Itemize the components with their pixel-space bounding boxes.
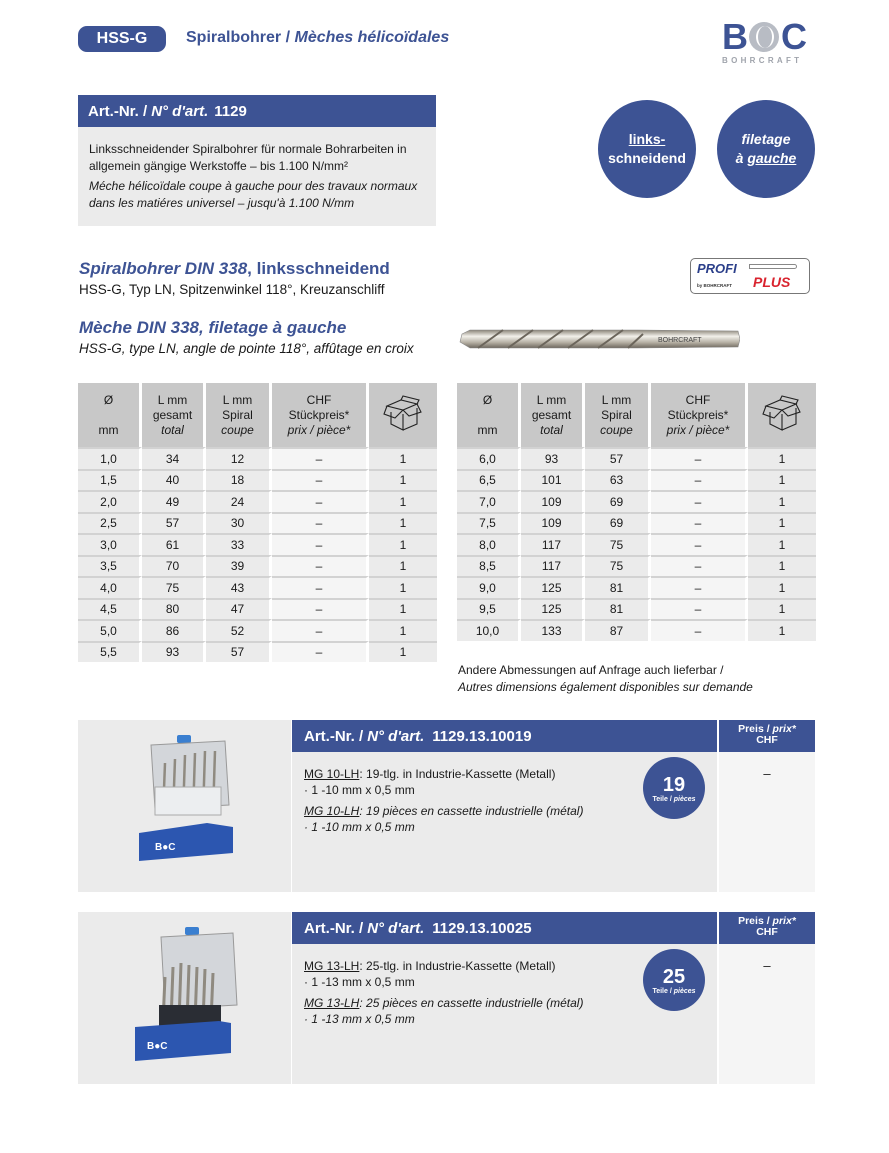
title-separator: /	[281, 29, 295, 46]
cell-pack-qty: 1	[748, 447, 816, 469]
profi-by-text: by BOHRCRAFT	[697, 283, 732, 288]
bohrcraft-logo	[722, 18, 822, 68]
article-number: 1129	[214, 102, 247, 120]
cell-pack-qty: 1	[369, 533, 437, 555]
cell-unit-price: –	[272, 576, 369, 598]
cell-spiral-length: 87	[585, 619, 651, 641]
table-row	[78, 619, 437, 641]
cell-diameter: 6,0	[457, 447, 521, 469]
svg-text:B●C: B●C	[155, 842, 176, 853]
article-description-de: Linksschneidender Spiralbohrer für normale Bohrarbeiten in allgemein gängige Werkstoffe – bis 1.100 N/mm²	[89, 142, 407, 173]
cell-pack-qty: 1	[369, 512, 437, 534]
article-label-de: Art.-Nr. /	[88, 102, 148, 120]
cell-pack-qty: 1	[369, 598, 437, 620]
cell-diameter: 3,0	[78, 533, 142, 555]
drill-bit-image	[458, 326, 740, 352]
table-row	[457, 469, 816, 491]
col-pack-qty	[369, 383, 437, 447]
pieces-count-badge	[643, 949, 705, 1011]
article-info-box	[78, 95, 436, 226]
cell-spiral-length: 57	[585, 447, 651, 469]
cell-total-length: 101	[521, 469, 585, 491]
cell-spiral-length: 69	[585, 512, 651, 534]
cell-spiral-length: 81	[585, 576, 651, 598]
logo-letter-c: C	[781, 16, 806, 57]
set-price: –	[763, 766, 771, 781]
spec-table-right	[457, 383, 816, 641]
cell-pack-qty: 1	[748, 576, 816, 598]
plus-text: PLUS	[753, 274, 791, 290]
cell-unit-price: –	[651, 598, 748, 620]
cell-spiral-length: 24	[206, 490, 272, 512]
cell-pack-qty: 1	[369, 641, 437, 663]
table-header-row	[78, 383, 437, 447]
cell-pack-qty: 1	[748, 555, 816, 577]
cell-total-length: 93	[521, 447, 585, 469]
cell-spiral-length: 12	[206, 447, 272, 469]
table-row	[457, 576, 816, 598]
cell-unit-price: –	[272, 512, 369, 534]
cell-unit-price: –	[651, 576, 748, 598]
cell-diameter: 5,0	[78, 619, 142, 641]
product-title-de: Spiralbohrer DIN 338, linksschneidend	[79, 259, 390, 278]
cell-pack-qty: 1	[748, 469, 816, 491]
col-pack-qty	[748, 383, 816, 447]
cell-total-length: 93	[142, 641, 206, 663]
spec-table-left	[78, 383, 437, 662]
cell-spiral-length: 75	[585, 555, 651, 577]
table-row	[457, 512, 816, 534]
table-row	[457, 447, 816, 469]
cell-spiral-length: 81	[585, 598, 651, 620]
set-article-number: 1129.13.10019	[432, 727, 532, 745]
cell-pack-qty: 1	[369, 555, 437, 577]
cell-spiral-length: 75	[585, 533, 651, 555]
cell-pack-qty: 1	[369, 576, 437, 598]
cell-diameter: 1,5	[78, 469, 142, 491]
cell-total-length: 49	[142, 490, 206, 512]
cell-pack-qty: 1	[369, 447, 437, 469]
drill-globe-icon	[749, 22, 779, 52]
cell-total-length: 117	[521, 555, 585, 577]
col-diameter: Ø mm	[78, 383, 142, 447]
cell-unit-price: –	[651, 469, 748, 491]
product-title-fr: Mèche DIN 338, filetage à gauche	[79, 318, 347, 337]
article-description-fr: Méche hélicoïdale coupe à gauche pour des travaux normaux dans les matiéres universel – jusqu'à 1.100 N/mm	[89, 179, 418, 210]
cell-unit-price: –	[651, 447, 748, 469]
cell-diameter: 2,5	[78, 512, 142, 534]
badge-left-thread	[717, 100, 815, 198]
cell-diameter: 9,0	[457, 576, 521, 598]
table-row	[457, 533, 816, 555]
package-box-icon	[383, 394, 423, 432]
cell-diameter: 4,0	[78, 576, 142, 598]
cell-unit-price: –	[272, 469, 369, 491]
cell-unit-price: –	[651, 490, 748, 512]
cell-total-length: 125	[521, 576, 585, 598]
cell-total-length: 80	[142, 598, 206, 620]
cell-total-length: 109	[521, 490, 585, 512]
badge-left-thread-line1: filetage	[741, 131, 791, 147]
cell-unit-price: –	[272, 641, 369, 663]
cell-spiral-length: 63	[585, 469, 651, 491]
table-row	[78, 469, 437, 491]
price-header: Preis / prix* CHF	[719, 912, 815, 944]
set-block	[78, 912, 815, 1084]
badge-left-thread-line2: à gauche	[735, 150, 797, 166]
price-header: Preis / prix* CHF	[719, 720, 815, 752]
cell-unit-price: –	[651, 619, 748, 641]
set-article-number: 1129.13.10025	[432, 919, 532, 937]
set-range-fr: · 1 -13 mm x 0,5 mm	[304, 1012, 415, 1026]
col-unit-price: CHF Stückpreis* prix / pièce*	[651, 383, 748, 447]
cell-unit-price: –	[272, 598, 369, 620]
cell-spiral-length: 43	[206, 576, 272, 598]
logo-subtitle: BOHRCRAFT	[722, 56, 803, 65]
set-price: –	[763, 958, 771, 973]
cell-spiral-length: 18	[206, 469, 272, 491]
cell-diameter: 8,0	[457, 533, 521, 555]
package-box-icon	[762, 394, 802, 432]
drill-set-case-image	[78, 912, 291, 1084]
cell-pack-qty: 1	[369, 469, 437, 491]
col-unit-price: CHF Stückpreis* prix / pièce*	[272, 383, 369, 447]
col-total-length: L mm gesamt total	[521, 383, 585, 447]
cell-pack-qty: 1	[748, 598, 816, 620]
table-row	[78, 598, 437, 620]
cell-total-length: 109	[521, 512, 585, 534]
pieces-count: 19	[662, 773, 686, 796]
set-block	[78, 720, 815, 892]
cell-spiral-length: 30	[206, 512, 272, 534]
cell-spiral-length: 47	[206, 598, 272, 620]
set-article-header: Art.-Nr. / N° d'art. 1129.13.10019	[292, 720, 717, 752]
availability-note	[458, 662, 753, 696]
profi-plus-logo	[690, 258, 810, 294]
article-header	[78, 95, 436, 127]
pieces-label: Teile / pièces	[652, 795, 696, 803]
cell-total-length: 75	[142, 576, 206, 598]
cell-diameter: 7,0	[457, 490, 521, 512]
cell-diameter: 9,5	[457, 598, 521, 620]
table-row	[78, 512, 437, 534]
profi-text: PROFI	[697, 261, 737, 276]
badge-left-cutting	[598, 100, 696, 198]
col-total-length: L mm gesamt total	[142, 383, 206, 447]
title-de: Spiralbohrer	[186, 29, 282, 46]
cell-spiral-length: 39	[206, 555, 272, 577]
pieces-count: 25	[662, 965, 686, 988]
set-description-fr: MG 13-LH: 25 pièces en cassette industrielle (métal)	[304, 996, 584, 1010]
badge-left-cutting-line2: schneidend	[608, 150, 686, 166]
set-article-header: Art.-Nr. / N° d'art. 1129.13.10025	[292, 912, 717, 944]
cell-spiral-length: 57	[206, 641, 272, 663]
cell-total-length: 117	[521, 533, 585, 555]
table-row	[457, 598, 816, 620]
logo-letter-b: B	[722, 16, 747, 57]
category-badge: HSS-G	[78, 26, 166, 52]
product-subtitle-fr: HSS-G, type LN, angle de pointe 118°, affûtage en croix	[79, 341, 414, 356]
article-label-fr: N° d'art.	[151, 102, 209, 120]
cell-unit-price: –	[651, 555, 748, 577]
cell-unit-price: –	[272, 490, 369, 512]
page-title	[186, 29, 449, 47]
drill-engraving: BOHRCRAFT	[658, 337, 702, 344]
cell-unit-price: –	[651, 533, 748, 555]
table-row	[457, 619, 816, 641]
cell-pack-qty: 1	[369, 490, 437, 512]
cell-unit-price: –	[651, 512, 748, 534]
cell-unit-price: –	[272, 555, 369, 577]
cell-unit-price: –	[272, 619, 369, 641]
cell-diameter: 8,5	[457, 555, 521, 577]
table-row	[78, 641, 437, 663]
set-description-de: MG 10-LH: 19-tlg. in Industrie-Kassette (Metall)	[304, 767, 556, 781]
cell-pack-qty: 1	[748, 533, 816, 555]
note-fr: Autres dimensions également disponibles sur demande	[458, 680, 753, 694]
cell-total-length: 57	[142, 512, 206, 534]
table-row	[78, 447, 437, 469]
col-diameter: Ø mm	[457, 383, 521, 447]
cell-pack-qty: 1	[369, 619, 437, 641]
cell-unit-price: –	[272, 533, 369, 555]
cell-diameter: 7,5	[457, 512, 521, 534]
cell-total-length: 86	[142, 619, 206, 641]
cell-total-length: 40	[142, 469, 206, 491]
cell-diameter: 4,5	[78, 598, 142, 620]
pieces-count-badge	[643, 757, 705, 819]
badge-left-cutting-line1: links-	[628, 131, 666, 147]
cell-diameter: 10,0	[457, 619, 521, 641]
cell-unit-price: –	[272, 447, 369, 469]
cell-spiral-length: 52	[206, 619, 272, 641]
product-subtitle-de: HSS-G, Typ LN, Spitzenwinkel 118°, Kreuzanschliff	[79, 282, 385, 297]
drill-mini-icon	[749, 264, 797, 269]
svg-text:B●C: B●C	[147, 1041, 168, 1052]
cell-diameter: 3,5	[78, 555, 142, 577]
cell-total-length: 125	[521, 598, 585, 620]
cell-diameter: 6,5	[457, 469, 521, 491]
cell-spiral-length: 33	[206, 533, 272, 555]
drill-set-case-image	[78, 720, 291, 892]
cell-pack-qty: 1	[748, 490, 816, 512]
cell-pack-qty: 1	[748, 619, 816, 641]
set-range-fr: · 1 -10 mm x 0,5 mm	[304, 820, 415, 834]
cell-total-length: 133	[521, 619, 585, 641]
set-description-de: MG 13-LH: 25-tlg. in Industrie-Kassette (Metall)	[304, 959, 556, 973]
col-spiral-length: L mm Spiral coupe	[206, 383, 272, 447]
col-spiral-length: L mm Spiral coupe	[585, 383, 651, 447]
cell-total-length: 34	[142, 447, 206, 469]
table-row	[78, 576, 437, 598]
cell-pack-qty: 1	[748, 512, 816, 534]
cell-diameter: 2,0	[78, 490, 142, 512]
cell-diameter: 1,0	[78, 447, 142, 469]
table-row	[78, 533, 437, 555]
cell-total-length: 70	[142, 555, 206, 577]
pieces-label: Teile / pièces	[652, 987, 696, 995]
table-row	[78, 490, 437, 512]
cell-diameter: 5,5	[78, 641, 142, 663]
cell-spiral-length: 69	[585, 490, 651, 512]
set-range-de: · 1 -13 mm x 0,5 mm	[304, 975, 415, 989]
table-row	[78, 555, 437, 577]
note-de: Andere Abmessungen auf Anfrage auch lieferbar /	[458, 663, 724, 677]
table-row	[457, 490, 816, 512]
set-description-fr: MG 10-LH: 19 pièces en cassette industrielle (métal)	[304, 804, 584, 818]
table-row	[457, 555, 816, 577]
set-range-de: · 1 -10 mm x 0,5 mm	[304, 783, 415, 797]
title-fr: Mèches hélicoïdales	[294, 29, 450, 46]
cell-total-length: 61	[142, 533, 206, 555]
table-header-row	[457, 383, 816, 447]
